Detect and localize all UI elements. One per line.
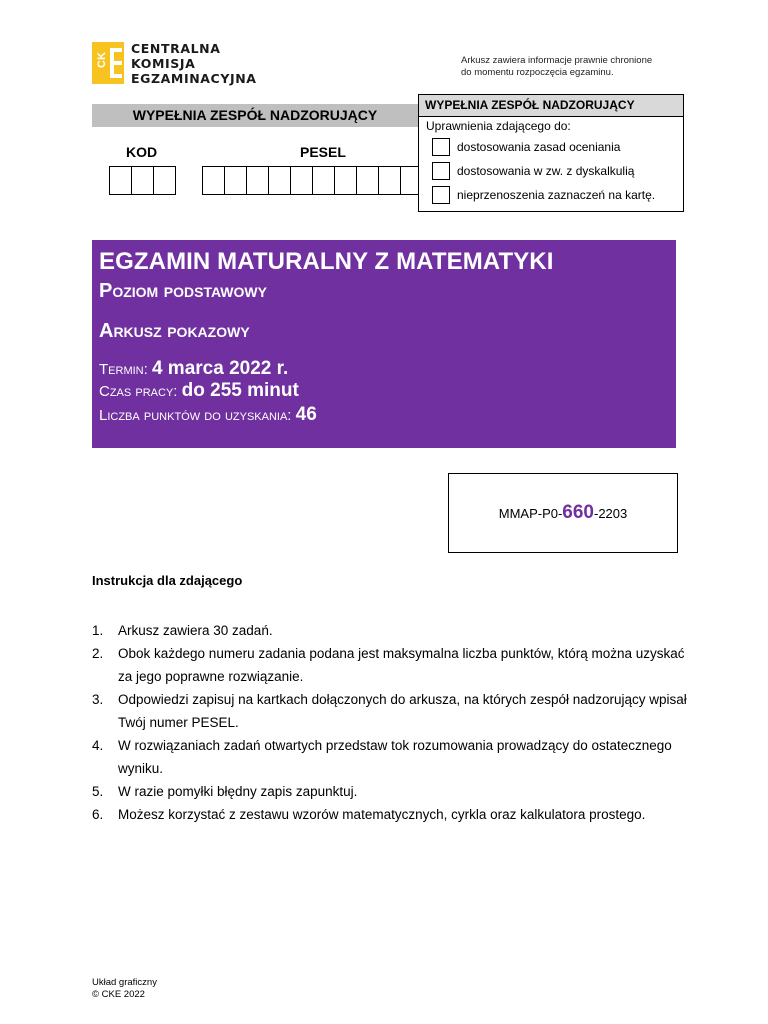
pesel-digit-box[interactable] bbox=[290, 166, 313, 195]
exam-duration bbox=[99, 380, 299, 402]
kod-boxes[interactable] bbox=[109, 166, 175, 195]
permissions-box bbox=[418, 94, 684, 212]
sheet-code-suffix: -2203 bbox=[594, 505, 628, 521]
kod-digit-box[interactable] bbox=[109, 166, 132, 195]
logo-wordmark bbox=[131, 41, 257, 86]
instruction-item bbox=[92, 619, 692, 642]
instruction-item bbox=[92, 780, 692, 803]
instruction-item bbox=[92, 803, 692, 826]
footer-line: Układ graficzny bbox=[92, 977, 157, 988]
kod-digit-box[interactable] bbox=[131, 166, 154, 195]
instruction-text: Arkusz zawiera 30 zadań. bbox=[118, 623, 273, 638]
footer-copyright: © CKE 2022 bbox=[92, 989, 145, 1000]
instruction-number: 3. bbox=[92, 692, 104, 707]
permissions-subtitle: Uprawnienia zdającego do: bbox=[426, 119, 571, 133]
exam-points bbox=[99, 404, 317, 426]
instruction-item bbox=[92, 642, 692, 688]
pesel-digit-box[interactable] bbox=[202, 166, 225, 195]
instruction-text: Odpowiedzi zapisuj na kartkach dołączonych do arkusza, na których zespół nadzorujący wpisał Twój numer PESEL. bbox=[118, 692, 687, 730]
instructions-title: Instrukcja dla zdającego bbox=[92, 573, 243, 588]
instruction-number: 1. bbox=[92, 623, 104, 638]
checkbox[interactable] bbox=[432, 138, 450, 156]
logo-mark-text: CK bbox=[95, 52, 108, 68]
permission-option[interactable] bbox=[432, 162, 634, 180]
logo-line: CENTRALNA bbox=[131, 41, 221, 56]
instruction-number: 2. bbox=[92, 646, 104, 661]
instruction-number: 6. bbox=[92, 807, 104, 822]
pesel-digit-box[interactable] bbox=[334, 166, 357, 195]
supervisors-header: WYPEŁNIA ZESPÓŁ NADZORUJĄCY bbox=[92, 104, 418, 127]
pesel-digit-box[interactable] bbox=[224, 166, 247, 195]
instruction-item bbox=[92, 688, 692, 734]
instruction-text: Obok każdego numeru zadania podana jest maksymalna liczba punktów, którą można uzyskać za jego poprawne rozwiązanie. bbox=[118, 646, 685, 684]
legal-notice-line: Arkusz zawiera informacje prawnie chronione bbox=[461, 55, 653, 66]
footer bbox=[92, 977, 157, 1001]
instruction-number: 5. bbox=[92, 784, 104, 799]
checkbox[interactable] bbox=[432, 162, 450, 180]
exam-date-label: Termin: bbox=[99, 361, 148, 378]
pesel-boxes[interactable] bbox=[202, 166, 422, 195]
pesel-label: PESEL bbox=[300, 144, 346, 160]
permission-option-label: nieprzenoszenia zaznaczeń na kartę. bbox=[457, 188, 656, 202]
pesel-digit-box[interactable] bbox=[268, 166, 291, 195]
exam-duration-label: Czas pracy: bbox=[99, 383, 178, 400]
instruction-item bbox=[92, 734, 692, 780]
instruction-text: Możesz korzystać z zestawu wzorów matematycznych, cyrkla oraz kalkulatora prostego. bbox=[118, 807, 646, 822]
logo-line: KOMISJA bbox=[131, 56, 196, 71]
sheet-code-highlight: 660 bbox=[562, 502, 594, 523]
cke-logo bbox=[92, 42, 272, 86]
cke-logo-mark bbox=[92, 42, 124, 84]
permission-option[interactable] bbox=[432, 186, 655, 204]
exam-points-label: Liczba punktów do uzyskania: bbox=[99, 407, 292, 424]
sheet-code-box bbox=[448, 473, 678, 553]
exam-duration-value: do 255 minut bbox=[181, 380, 299, 401]
permissions-header: WYPEŁNIA ZESPÓŁ NADZORUJĄCY bbox=[419, 95, 683, 117]
permission-option-label: dostosowania zasad oceniania bbox=[457, 140, 621, 154]
legal-notice-line: do momentu rozpoczęcia egzaminu. bbox=[461, 67, 614, 78]
instruction-text: W razie pomyłki błędny zapis zapunktuj. bbox=[118, 784, 358, 799]
kod-digit-box[interactable] bbox=[153, 166, 176, 195]
pesel-digit-box[interactable] bbox=[356, 166, 379, 195]
exam-date-value: 4 marca 2022 r. bbox=[151, 358, 289, 379]
instruction-number: 4. bbox=[92, 738, 104, 753]
pesel-digit-box[interactable] bbox=[378, 166, 401, 195]
logo-line: EGZAMINACYJNA bbox=[131, 71, 257, 86]
pesel-digit-box[interactable] bbox=[312, 166, 335, 195]
permission-option[interactable] bbox=[432, 138, 620, 156]
permission-option-label: dostosowania w zw. z dyskalkulią bbox=[457, 164, 635, 178]
exam-banner bbox=[92, 240, 676, 448]
instructions-list bbox=[92, 619, 692, 826]
exam-level: Poziom podstawowy bbox=[99, 280, 267, 302]
instruction-text: W rozwiązaniach zadań otwartych przedstaw tok rozumowania prowadzący do ostatecznego wyniku. bbox=[118, 738, 672, 776]
kod-label: KOD bbox=[126, 144, 158, 160]
exam-date bbox=[99, 358, 288, 380]
sheet-code-prefix: MMAP-P0- bbox=[498, 505, 563, 521]
exam-sheet-type: Arkusz pokazowy bbox=[99, 320, 250, 342]
checkbox[interactable] bbox=[432, 186, 450, 204]
exam-points-value: 46 bbox=[295, 404, 317, 425]
pesel-digit-box[interactable] bbox=[246, 166, 269, 195]
legal-notice bbox=[461, 55, 701, 79]
exam-title: EGZAMIN MATURALNY Z MATEMATYKI bbox=[99, 248, 554, 275]
